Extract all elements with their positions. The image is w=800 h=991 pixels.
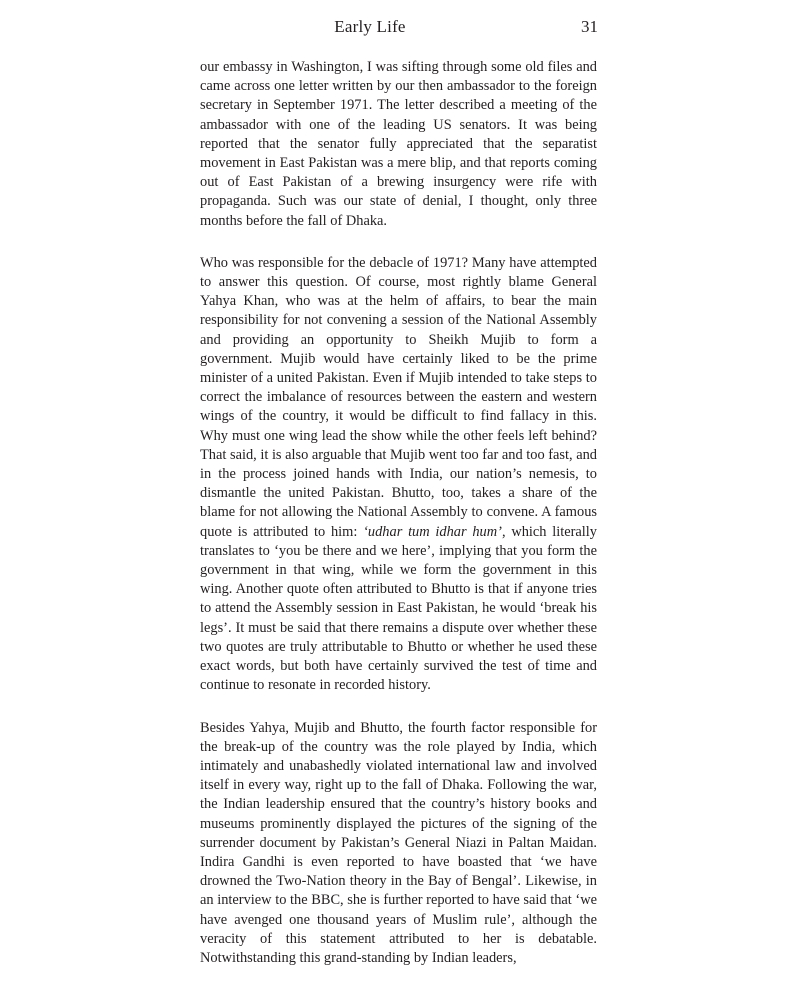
- paragraph-2-text-after-quote: , which literally translates to ‘you be there and we here’, implying that you form the government in that wing, while we form the government in this wing. Another quote often attributed to Bhutto is that if anyone tries to attend the Assembly session in East Pakistan, he would ‘break his legs’. It must be said that there remains a dispute over whether these two quotes are truly attributable to Bhutto or whether he used these exact words, but both have certainly survived the test of time and continue to resonate in recorded history.: [200, 523, 598, 694]
- paragraph-1: our embassy in Washington, I was sifting through some old files and came across one letter written by our then ambassador to the foreign secretary in September 1971. The letter described a meeting of the ambassador with one of the leading US senators. It was being reported that the senator fully appreciated that the separatist movement in East Pakistan was a mere blip, and that reports coming out of East Pakistan of a brewing insurgency were rife with propaganda. Such was our state of denial, I thought, only three months before the fall of Dhaka.: [200, 59, 597, 229]
- running-header: [200, 17, 600, 43]
- paragraph-2-text-before-quote: Who was responsible for the debacle of 1971? Many have attempted to answer this question. Of course, most rightly blame General Yahya Khan, who was at the helm of affairs, to bear the main responsibility for not convening a session of the National Assembly and providing an opportunity to Sheikh Mujib to form a government. Mujib would have certainly liked to be the prime minister of a united Pakistan. Even if Mujib intended to take steps to correct the imbalance of resources between the eastern and western wings of the country, it would be difficult to find fallacy in this. Why must one wing lead the show while the other feels left behind? That said, it is also arguable that Mujib went too far and too fast, and in the process joined hands with India, our nation’s nemesis, to dismantle the united Pakistan. Bhutto, too, takes a share of the blame for not allowing the National Assembly to convene. A famous quote is attributed to him:: [200, 254, 597, 540]
- body-text: [200, 58, 597, 991]
- paragraph-3: Besides Yahya, Mujib and Bhutto, the fourth factor responsible for the break-up of the country was the role played by India, which intimately and unabashedly violated international law and involved itself in every way, right up to the fall of Dhaka. Following the war, the Indian leadership ensured that the country’s history books and museums prominently displayed the pictures of the signing of the surrender document by Pakistan’s General Niazi in Paltan Maidan. Indira Gandhi is even reported to have boasted that ‘we have drowned the Two-Nation theory in the Bay of Bengal’. Likewise, in an interview to the BBC, she is further reported to have said that ‘we have avenged one thousand years of Muslim rule’, although the veracity of this statement attributed to her is debatable. Notwithstanding this grand-standing by Indian leaders,: [200, 719, 597, 966]
- page-number: 31: [581, 17, 598, 36]
- paragraph-2: [200, 254, 597, 696]
- chapter-title: Early Life: [334, 17, 406, 36]
- paragraph-2-italic-quote: ‘udhar tum idhar hum’: [363, 523, 502, 540]
